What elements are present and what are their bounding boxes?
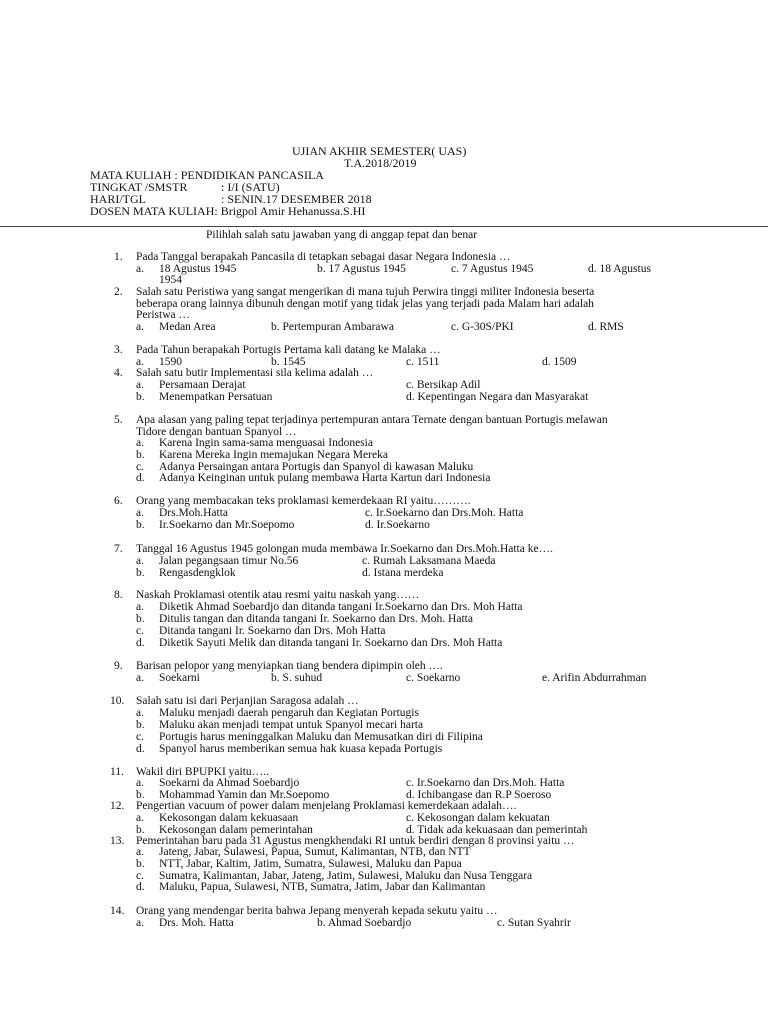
question-text: Apa alasan yang paling tepat terjadinya pertempuran antara Ternate dengan bantuan Portugis melawan: [136, 414, 608, 426]
option-text: 1590: [159, 356, 182, 368]
option-text: Soekarni: [159, 672, 200, 684]
option-text: Ir.Soekarno dan Mr.Soepomo: [159, 519, 295, 531]
option-letter: c.: [136, 625, 144, 637]
option-letter: b.: [136, 789, 145, 801]
option-text: c. Ir.Soekarno dan Drs.Moh. Hatta: [406, 777, 565, 789]
option-letter: b.: [136, 567, 145, 579]
question-text: Orang yang membacakan teks proklamasi kemerdekaan RI yaitu……….: [136, 495, 471, 507]
option-text: Jateng, Jabar, Sulawesi, Papua, Sumut, Kalimantan, NTB, dan NTT: [159, 846, 471, 858]
course-label: MATA KULIAH : PENDIDIKAN PANCASILA: [90, 168, 324, 182]
question-number: 14.: [110, 905, 125, 917]
option-text: Ditulis tangan dan ditanda tangani Ir. Soekarno dan Drs. Moh. Hatta: [159, 613, 473, 625]
option-letter: b.: [136, 519, 145, 531]
option-letter: c.: [136, 461, 144, 473]
option-text: Persamaan Derajat: [159, 379, 246, 391]
question-text: Pada Tanggal berapakah Pancasila di tetapkan sebagai dasar Negara Indonesia …: [136, 251, 511, 263]
question-text: Wakil diri BPUPKI yaitu…..: [136, 766, 269, 778]
question-number: 13.: [110, 835, 125, 847]
question-text: Pada Tahun berapakah Portugis Pertama kali datang ke Malaka …: [136, 344, 441, 356]
option-text: b. 1545: [271, 356, 306, 368]
option-text: Kekosongan dalam kekuasaan: [159, 812, 299, 824]
option-text: d. 1509: [542, 356, 577, 368]
date-label: HARI/TGL: [90, 192, 146, 206]
option-text: Diketik Sayuti Melik dan ditanda tangani Ir. Soekarno dan Drs. Moh Hatta: [159, 637, 503, 649]
option-letter: a.: [136, 707, 144, 719]
option-text: Drs. Moh. Hatta: [159, 917, 234, 929]
option-text: d. Kepentingan Negara dan Masyarakat: [406, 391, 589, 403]
option-text: c. 1511: [406, 356, 440, 368]
question-text: Tanggal 16 Agustus 1945 golongan muda membawa Ir.Soekarno dan Drs.Moh.Hatta ke….: [136, 543, 553, 555]
option-text: Jalan pegangsaan timur No.56: [159, 555, 299, 567]
option-text: Drs.Moh.Hatta: [159, 507, 228, 519]
option-text: b. Ahmad Soebardjo: [317, 917, 412, 929]
question-text: Salah satu isi dari Perjanjian Saragosa adalah …: [136, 695, 359, 707]
option-text: Maluku menjadi daerah pengaruh dan Kegiatan Portugis: [159, 707, 419, 719]
question-text: beberapa orang lainnya dibunuh dengan motif yang tidak jelas yang terjadi pada Malam hari adalah: [136, 298, 594, 310]
lecturer-label: DOSEN MATA KULIAH: Brigpol Amir Hehanussa.S.HI: [90, 204, 366, 218]
option-text: Menempatkan Persatuan: [159, 391, 273, 403]
instruction: Pilihlah salah satu jawaban yang di anggap tepat dan benar: [206, 229, 478, 241]
option-text: c. 7 Agustus 1945: [451, 263, 534, 275]
option-letter: a.: [136, 555, 144, 567]
option-text: 1954: [159, 274, 182, 286]
option-text: Soekarni da Ahmad Soebardjo: [159, 777, 300, 789]
question-text: Barisan pelopor yang menyiapkan tiang bendera dipimpin oleh ….: [136, 660, 443, 672]
option-letter: a.: [136, 601, 144, 613]
option-text: NTT, Jabar, Kaltim, Jatim, Sumatra, Sulawesi, Maluku dan Papua: [159, 858, 462, 870]
option-text: d. Tidak ada kekuasaan dan pemerintah: [406, 824, 588, 836]
option-text: c. Ir.Soekarno dan Drs.Moh. Hatta: [365, 507, 524, 519]
option-letter: b.: [136, 613, 145, 625]
option-letter: d.: [136, 472, 145, 484]
question-number: 2.: [114, 286, 123, 298]
question-number: 6.: [114, 495, 123, 507]
option-letter: a.: [136, 356, 144, 368]
option-text: Adanya Keinginan untuk pulang membawa Harta Kartun dari Indonesia: [159, 472, 491, 484]
question-number: 10.: [110, 695, 125, 707]
option-letter: a.: [136, 812, 144, 824]
option-text: Karena Ingin sama-sama menguasai Indonesia: [159, 437, 373, 449]
question-text: Salah satu Peristiwa yang sangat mengerikan di mana tujuh Perwira tinggi militer Indonesia beserta: [136, 286, 595, 298]
option-letter: b.: [136, 719, 145, 731]
question-number: 11.: [110, 766, 124, 778]
question-number: 9.: [114, 660, 123, 672]
option-letter: a.: [136, 917, 144, 929]
option-text: Maluku, Papua, Sulawesi, NTB, Sumatra, Jatim, Jabar dan Kalimantan: [159, 881, 486, 893]
option-text: Diketik Ahmad Soebardjo dan ditanda tangani Ir.Soekarno dan Drs. Moh Hatta: [159, 601, 523, 613]
question-text: Tidore dengan bantuan Spanyol …: [136, 426, 297, 438]
option-letter: a.: [136, 321, 144, 333]
academic-year: T.A.2018/2019: [344, 156, 417, 170]
question-text: Pengertian vacuum of power dalam menjelang Proklamasi kemerdekaan adalah….: [136, 800, 517, 812]
option-text: Ditanda tangani Ir. Soekarno dan Drs. Moh Hatta: [159, 625, 386, 637]
option-text: Karena Mereka Ingin memajukan Negara Mereka: [159, 449, 388, 461]
option-text: Spanyol harus memberikan semua hak kuasa kepada Portugis: [159, 743, 443, 755]
option-text: d. Istana merdeka: [362, 567, 444, 579]
question-number: 12.: [110, 800, 125, 812]
option-text: c. Sutan Syahrir: [497, 917, 571, 929]
option-letter: c.: [136, 731, 144, 743]
option-text: Medan Area: [159, 321, 216, 333]
question-text: Pemerintahan baru pada 31 Agustus mengkhendaki RI untuk berdiri dengan 8 provinsi yaitu …: [136, 835, 575, 847]
question-number: 8.: [114, 589, 123, 601]
exam-title: UJIAN AKHIR SEMESTER( UAS): [292, 144, 467, 158]
option-text: Maluku akan menjadi tempat untuk Spanyol mecari harta: [159, 719, 424, 731]
question-number: 3.: [114, 344, 123, 356]
option-letter: d.: [136, 743, 145, 755]
question-text: Orang yang mendengar berita bahwa Jepang menyerah kepada sekutu yaitu …: [136, 905, 498, 917]
question-text: Peristwa …: [136, 309, 190, 321]
option-letter: b.: [136, 824, 145, 836]
option-text: b. 17 Agustus 1945: [317, 263, 406, 275]
option-text: d. 18 Agustus: [588, 263, 651, 275]
option-letter: d.: [136, 637, 145, 649]
question-number: 4.: [114, 367, 123, 379]
option-text: b. S. suhud: [271, 672, 323, 684]
option-text: Adanya Persaingan antara Portugis dan Spanyol di kawasan Maluku: [159, 461, 474, 473]
option-text: Kekosongan dalam pemerintahan: [159, 824, 313, 836]
level-label: TINGKAT /SMSTR: [90, 180, 188, 194]
option-text: c. G-30S/PKI: [451, 321, 514, 333]
option-text: c. Rumah Laksamana Maeda: [362, 555, 496, 567]
option-letter: b.: [136, 391, 145, 403]
option-letter: b.: [136, 449, 145, 461]
option-letter: d.: [136, 881, 145, 893]
option-letter: a.: [136, 777, 144, 789]
option-text: c. Bersikap Adil: [406, 379, 481, 391]
option-text: d. RMS: [588, 321, 624, 333]
option-text: d. Ir.Soekarno: [365, 519, 430, 531]
option-letter: a.: [136, 263, 144, 275]
option-text: b. Pertempuran Ambarawa: [271, 321, 394, 333]
option-letter: a.: [136, 437, 144, 449]
option-text: c. Kekosongan dalam kekuatan: [406, 812, 550, 824]
option-text: e. Arifin Abdurrahman: [542, 672, 647, 684]
option-text: c. Soekarno: [406, 672, 461, 684]
option-text: Sumatra, Kalimantan, Jabar, Jateng, Jatim, Sulawesi, Maluku dan Nusa Tenggara: [159, 870, 533, 882]
header-divider: [0, 226, 768, 227]
level-value: : I/I (SATU): [221, 180, 280, 194]
option-letter: a.: [136, 672, 144, 684]
option-text: d. Ichibangase dan R.P Soeroso: [406, 789, 552, 801]
option-text: 18 Agustus 1945: [159, 263, 237, 275]
option-text: Mohammad Yamin dan Mr.Soepomo: [159, 789, 330, 801]
question-number: 5.: [114, 414, 123, 426]
question-text: Naskah Proklamasi otentik atau resmi yaitu naskah yang……: [136, 589, 420, 601]
date-value: : SENIN.17 DESEMBER 2018: [221, 192, 372, 206]
option-letter: a.: [136, 846, 144, 858]
option-text: Portugis harus meninggalkan Maluku dan Memusatkan diri di Filipina: [159, 731, 483, 743]
option-text: Rengasdengklok: [159, 567, 236, 579]
question-number: 1.: [114, 251, 123, 263]
option-letter: b.: [136, 858, 145, 870]
option-letter: c.: [136, 870, 144, 882]
question-text: Salah satu butir Implementasi sila kelima adalah …: [136, 367, 374, 379]
question-number: 7.: [114, 543, 123, 555]
option-letter: a.: [136, 507, 144, 519]
option-letter: a.: [136, 379, 144, 391]
